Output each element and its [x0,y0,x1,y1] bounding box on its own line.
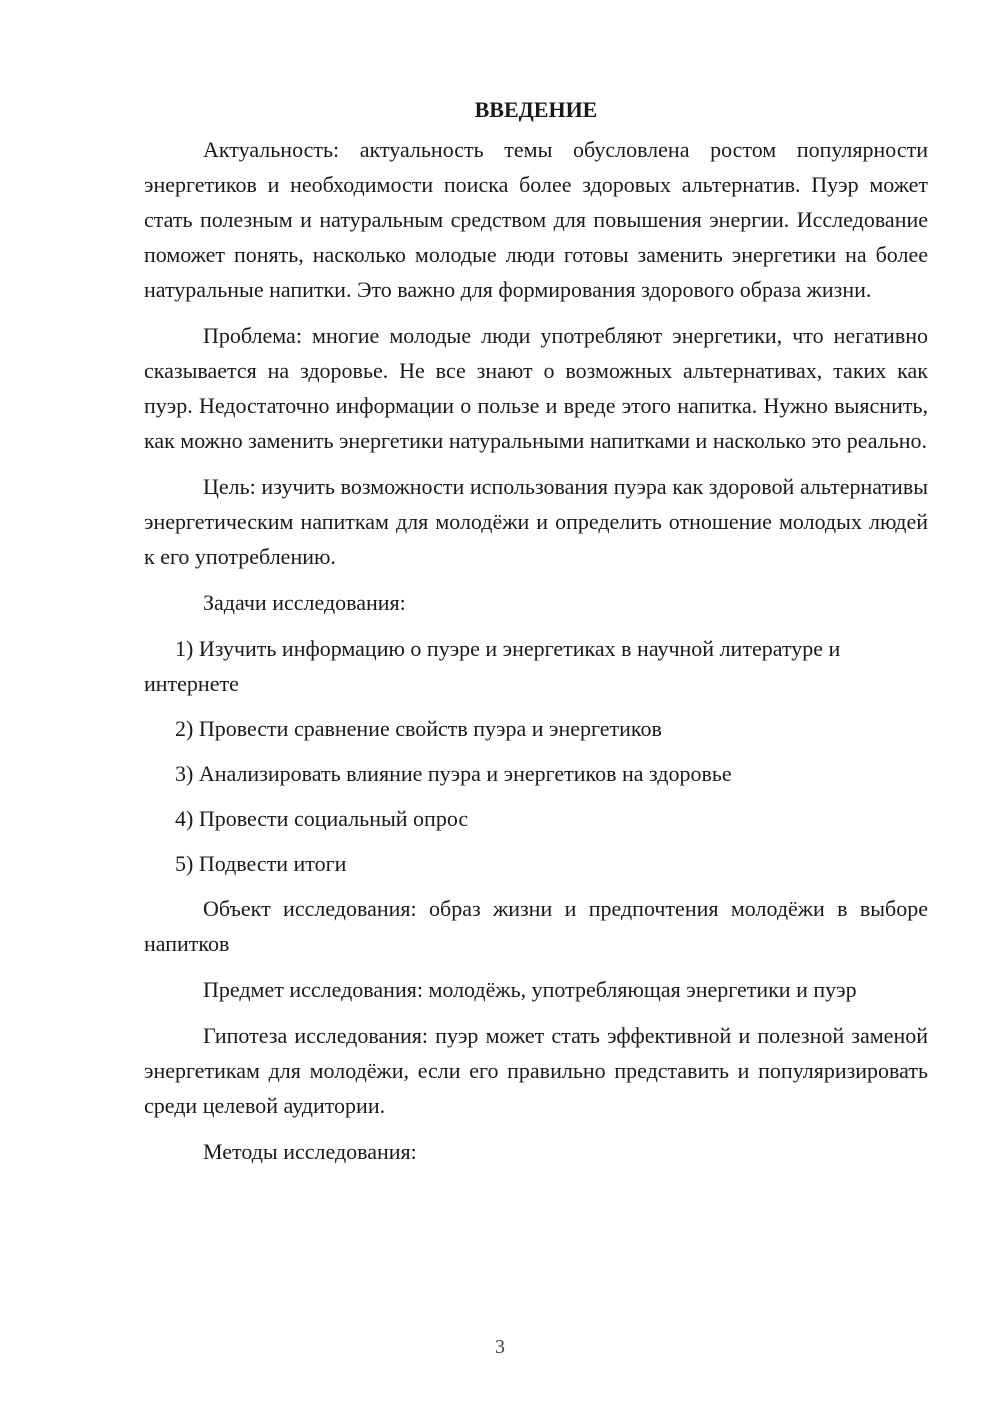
page-title: ВВЕДЕНИЕ [474,97,598,122]
page-number: 3 [495,1336,505,1358]
object-paragraph: Объект исследования: образ жизни и предпочтения молодёжи в выборе напитков [144,896,928,956]
problem-paragraph: Проблема: многие молодые люди употребляют энергетики, что негативно сказывается на здоровье. Не все знают о возможных альтернативах, таких как пуэр. Недостаточно информации о пользе и вреде этого напитка. Нужно выяснить, как можно заменить энергетики натуральными напитками и насколько это реально. [144,323,928,453]
goal-paragraph: Цель: изучить возможности использования пуэра как здоровой альтернативы энергетическим напиткам для молодёжи и определить отношение молодых людей к его употреблению. [144,474,928,569]
task-item-2: 2) Провести сравнение свойств пуэра и энергетиков [175,716,662,741]
task-item-5: 5) Подвести итоги [175,851,347,876]
task-item-1: 1) Изучить информацию о пуэре и энергетиках в научной литературе и интернете [144,636,841,696]
document-page [144,92,928,1180]
hypothesis-paragraph: Гипотеза исследования: пуэр может стать эффективной и полезной заменой энергетикам для молодёжи, если его правильно представить и популяризировать среди целевой аудитории. [144,1023,928,1118]
methods-heading: Методы исследования: [203,1139,417,1164]
tasks-heading: Задачи исследования: [203,590,406,615]
task-item-3: 3) Анализировать влияние пуэра и энергетиков на здоровье [175,761,732,786]
tasks-list [144,631,928,881]
task-item-4: 4) Провести социальный опрос [175,806,469,831]
relevance-paragraph: Актуальность: актуальность темы обусловлена ростом популярности энергетиков и необходимости поиска более здоровых альтернатив. Пуэр может стать полезным и натуральным средством для повышения энергии. Исследование поможет понять, насколько молодые люди готовы заменить энергетики на более натуральные напитки. Это важно для формирования здорового образа жизни. [144,137,928,302]
subject-paragraph: Предмет исследования: молодёжь, употребляющая энергетики и пуэр [203,977,857,1002]
